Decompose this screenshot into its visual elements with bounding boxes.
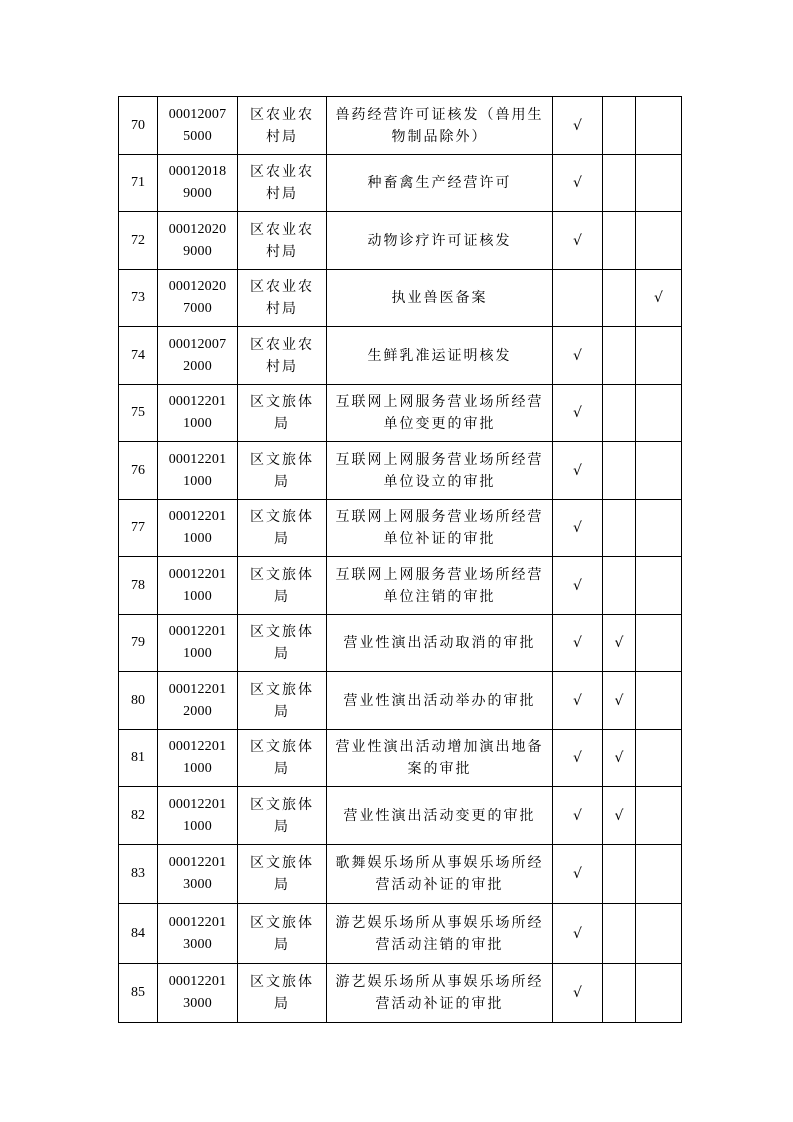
check-cell-3: √ xyxy=(636,270,682,327)
check-cell-3 xyxy=(636,385,682,442)
department-line: 区文旅体 xyxy=(250,974,314,990)
item-name xyxy=(327,97,553,155)
item-code-line: 00012020 xyxy=(168,279,227,294)
row-number: 76 xyxy=(119,442,158,500)
item-name-line: 互联网上网服务营业场所经营 xyxy=(335,451,544,468)
row-number: 85 xyxy=(119,964,158,1023)
check-cell-1: √ xyxy=(553,327,603,385)
check-cell-3 xyxy=(636,845,682,904)
item-code xyxy=(158,212,238,270)
item-name xyxy=(327,845,553,904)
item-code xyxy=(158,97,238,155)
department xyxy=(238,904,327,964)
item-name-line: 歌舞娱乐场所从事娱乐场所经 xyxy=(335,855,544,871)
department-line: 局 xyxy=(274,588,290,605)
item-code xyxy=(158,845,238,904)
item-name-line: 营业性演出活动取消的审批 xyxy=(343,635,536,651)
check-cell-3 xyxy=(636,442,682,500)
item-code-line: 00012201 xyxy=(168,739,227,754)
department-line: 局 xyxy=(274,996,290,1012)
department-line: 村局 xyxy=(266,186,298,202)
check-cell-3 xyxy=(636,500,682,557)
department-line: 村局 xyxy=(266,243,298,260)
department-line: 区农业农 xyxy=(250,221,314,238)
row-number: 77 xyxy=(119,500,158,557)
item-code xyxy=(158,615,238,672)
department-line: 区文旅体 xyxy=(250,855,314,871)
check-cell-2 xyxy=(603,845,636,904)
department-line: 区农业农 xyxy=(250,164,314,180)
item-name-line: 互联网上网服务营业场所经营 xyxy=(335,566,544,583)
item-code xyxy=(158,270,238,327)
item-code-line: 00012201 xyxy=(168,394,227,409)
item-code xyxy=(158,327,238,385)
item-code-line: 9000 xyxy=(183,243,212,259)
department xyxy=(238,212,327,270)
department-line: 村局 xyxy=(266,358,298,375)
item-name xyxy=(327,557,553,615)
item-name xyxy=(327,385,553,442)
check-cell-1: √ xyxy=(553,964,603,1023)
check-cell-1 xyxy=(553,270,603,327)
item-code-line: 00012201 xyxy=(168,624,227,639)
check-cell-1: √ xyxy=(553,845,603,904)
item-name xyxy=(327,904,553,964)
item-code-line: 00012201 xyxy=(168,974,227,989)
table-row xyxy=(119,904,682,964)
check-cell-1: √ xyxy=(553,557,603,615)
check-cell-3 xyxy=(636,327,682,385)
table-body xyxy=(119,97,682,1023)
item-name-line: 营活动补证的审批 xyxy=(375,996,504,1012)
item-code-line: 1000 xyxy=(183,416,212,431)
check-cell-3 xyxy=(636,730,682,787)
item-code-line: 00012201 xyxy=(168,796,227,812)
item-code-line: 2000 xyxy=(183,358,212,374)
department-line: 区农业农 xyxy=(250,279,314,295)
check-cell-1: √ xyxy=(553,615,603,672)
item-name xyxy=(327,730,553,787)
item-name xyxy=(327,212,553,270)
department-line: 局 xyxy=(274,416,290,432)
check-cell-3 xyxy=(636,212,682,270)
check-cell-2: √ xyxy=(603,615,636,672)
department-line: 局 xyxy=(274,646,290,662)
check-cell-1: √ xyxy=(553,385,603,442)
check-cell-2 xyxy=(603,442,636,500)
table-row xyxy=(119,212,682,270)
item-code-line: 1000 xyxy=(183,588,212,604)
table-row xyxy=(119,964,682,1023)
check-cell-1: √ xyxy=(553,97,603,155)
item-name-line: 生鲜乳准运证明核发 xyxy=(367,347,512,364)
department-line: 区文旅体 xyxy=(250,394,314,410)
item-code-line: 00012201 xyxy=(168,451,227,467)
item-code-line: 00012201 xyxy=(168,681,227,697)
row-number: 73 xyxy=(119,270,158,327)
item-name-line: 互联网上网服务营业场所经营 xyxy=(335,394,544,410)
row-number: 74 xyxy=(119,327,158,385)
item-code-line: 5000 xyxy=(183,128,212,144)
check-cell-2 xyxy=(603,270,636,327)
check-cell-3 xyxy=(636,615,682,672)
department-line: 区文旅体 xyxy=(250,681,314,698)
item-name-line: 营业性演出活动变更的审批 xyxy=(343,807,536,824)
department-line: 区农业农 xyxy=(250,336,314,353)
item-code-line: 9000 xyxy=(183,186,212,201)
department xyxy=(238,845,327,904)
item-name xyxy=(327,787,553,845)
table-row xyxy=(119,557,682,615)
table-row xyxy=(119,730,682,787)
row-number: 71 xyxy=(119,155,158,212)
department xyxy=(238,270,327,327)
item-name-line: 案的审批 xyxy=(407,761,472,777)
department-line: 区文旅体 xyxy=(250,739,314,755)
department-line: 区文旅体 xyxy=(250,509,314,525)
item-name-line: 动物诊疗许可证核发 xyxy=(367,232,512,249)
row-number: 75 xyxy=(119,385,158,442)
check-cell-1: √ xyxy=(553,787,603,845)
check-cell-2 xyxy=(603,155,636,212)
item-name-line: 单位注销的审批 xyxy=(383,588,496,605)
item-code xyxy=(158,964,238,1023)
department-line: 区农业农 xyxy=(250,106,314,123)
check-cell-1: √ xyxy=(553,904,603,964)
item-name xyxy=(327,270,553,327)
department-line: 区文旅体 xyxy=(250,796,314,813)
item-code-line: 3000 xyxy=(183,996,212,1011)
table-row xyxy=(119,97,682,155)
check-cell-3 xyxy=(636,964,682,1023)
check-cell-2 xyxy=(603,212,636,270)
table-row xyxy=(119,270,682,327)
item-code-line: 00012201 xyxy=(168,509,227,524)
approval-items-table xyxy=(118,96,682,1023)
row-number: 70 xyxy=(119,97,158,155)
check-cell-2 xyxy=(603,964,636,1023)
item-name-line: 营活动补证的审批 xyxy=(375,877,504,893)
item-code-line: 3000 xyxy=(183,936,212,952)
item-code xyxy=(158,385,238,442)
item-name xyxy=(327,155,553,212)
item-code-line: 2000 xyxy=(183,703,212,719)
department xyxy=(238,787,327,845)
item-name xyxy=(327,327,553,385)
item-name xyxy=(327,672,553,730)
item-code-line: 3000 xyxy=(183,877,212,892)
item-code-line: 1000 xyxy=(183,473,212,489)
table-row xyxy=(119,672,682,730)
item-name-line: 单位补证的审批 xyxy=(383,531,496,547)
item-name xyxy=(327,442,553,500)
department xyxy=(238,442,327,500)
department-line: 村局 xyxy=(266,301,298,317)
check-cell-3 xyxy=(636,672,682,730)
check-cell-2 xyxy=(603,327,636,385)
item-name-line: 物制品除外） xyxy=(391,128,488,145)
table-row xyxy=(119,615,682,672)
check-cell-3 xyxy=(636,904,682,964)
item-code-line: 1000 xyxy=(183,531,212,546)
department-line: 区文旅体 xyxy=(250,451,314,468)
check-cell-3 xyxy=(636,787,682,845)
check-cell-3 xyxy=(636,97,682,155)
item-name xyxy=(327,615,553,672)
check-cell-2: √ xyxy=(603,672,636,730)
item-name-line: 营活动注销的审批 xyxy=(375,936,504,953)
row-number: 83 xyxy=(119,845,158,904)
item-code-line: 00012201 xyxy=(168,914,227,930)
department-line: 区文旅体 xyxy=(250,914,314,931)
check-cell-1: √ xyxy=(553,442,603,500)
check-cell-3 xyxy=(636,557,682,615)
check-cell-2 xyxy=(603,500,636,557)
check-cell-1: √ xyxy=(553,730,603,787)
item-name-line: 营业性演出活动举办的审批 xyxy=(343,692,536,709)
check-cell-2 xyxy=(603,557,636,615)
item-code-line: 7000 xyxy=(183,301,212,316)
department-line: 村局 xyxy=(266,128,298,145)
item-code xyxy=(158,904,238,964)
row-number: 78 xyxy=(119,557,158,615)
check-cell-2: √ xyxy=(603,787,636,845)
item-code-line: 00012020 xyxy=(168,221,227,237)
department xyxy=(238,327,327,385)
department xyxy=(238,730,327,787)
item-code-line: 00012007 xyxy=(168,106,227,122)
check-cell-1: √ xyxy=(553,212,603,270)
table-row xyxy=(119,500,682,557)
department-line: 区文旅体 xyxy=(250,624,314,640)
row-number: 81 xyxy=(119,730,158,787)
item-code xyxy=(158,787,238,845)
item-code-line: 00012201 xyxy=(168,566,227,582)
item-code-line: 00012201 xyxy=(168,855,227,870)
item-name-line: 互联网上网服务营业场所经营 xyxy=(335,509,544,525)
check-cell-1: √ xyxy=(553,155,603,212)
department-line: 局 xyxy=(274,818,290,835)
department xyxy=(238,500,327,557)
department xyxy=(238,615,327,672)
department xyxy=(238,155,327,212)
check-cell-3 xyxy=(636,155,682,212)
item-name xyxy=(327,964,553,1023)
table-row xyxy=(119,787,682,845)
department-line: 区文旅体 xyxy=(250,566,314,583)
check-cell-2 xyxy=(603,904,636,964)
row-number: 84 xyxy=(119,904,158,964)
item-name-line: 单位设立的审批 xyxy=(383,473,496,490)
check-cell-2 xyxy=(603,97,636,155)
item-name xyxy=(327,500,553,557)
department xyxy=(238,964,327,1023)
department-line: 局 xyxy=(274,473,290,490)
department xyxy=(238,672,327,730)
item-name-line: 兽药经营许可证核发（兽用生 xyxy=(335,106,544,123)
item-name-line: 游艺娱乐场所从事娱乐场所经 xyxy=(335,974,544,990)
item-code-line: 00012018 xyxy=(168,164,227,179)
item-name-line: 游艺娱乐场所从事娱乐场所经 xyxy=(335,914,544,931)
department xyxy=(238,557,327,615)
department xyxy=(238,97,327,155)
item-name-line: 执业兽医备案 xyxy=(391,290,488,306)
check-cell-1: √ xyxy=(553,500,603,557)
item-code xyxy=(158,155,238,212)
table-row xyxy=(119,155,682,212)
item-code-line: 1000 xyxy=(183,818,212,834)
item-name-line: 单位变更的审批 xyxy=(383,416,496,432)
department-line: 局 xyxy=(274,531,290,547)
item-name-line: 种畜禽生产经营许可 xyxy=(367,175,512,191)
item-code-line: 00012007 xyxy=(168,336,227,352)
department xyxy=(238,385,327,442)
item-code xyxy=(158,672,238,730)
item-code xyxy=(158,442,238,500)
item-code-line: 1000 xyxy=(183,646,212,661)
item-name-line: 营业性演出活动增加演出地备 xyxy=(335,739,544,755)
item-code xyxy=(158,500,238,557)
table-row xyxy=(119,845,682,904)
row-number: 82 xyxy=(119,787,158,845)
check-cell-2 xyxy=(603,385,636,442)
check-cell-1: √ xyxy=(553,672,603,730)
department-line: 局 xyxy=(274,761,290,777)
table-row xyxy=(119,385,682,442)
item-code-line: 1000 xyxy=(183,761,212,776)
check-cell-2: √ xyxy=(603,730,636,787)
table-row xyxy=(119,327,682,385)
item-code xyxy=(158,730,238,787)
row-number: 80 xyxy=(119,672,158,730)
department-line: 局 xyxy=(274,877,290,893)
row-number: 79 xyxy=(119,615,158,672)
department-line: 局 xyxy=(274,936,290,953)
table-row xyxy=(119,442,682,500)
row-number: 72 xyxy=(119,212,158,270)
department-line: 局 xyxy=(274,703,290,720)
item-code xyxy=(158,557,238,615)
